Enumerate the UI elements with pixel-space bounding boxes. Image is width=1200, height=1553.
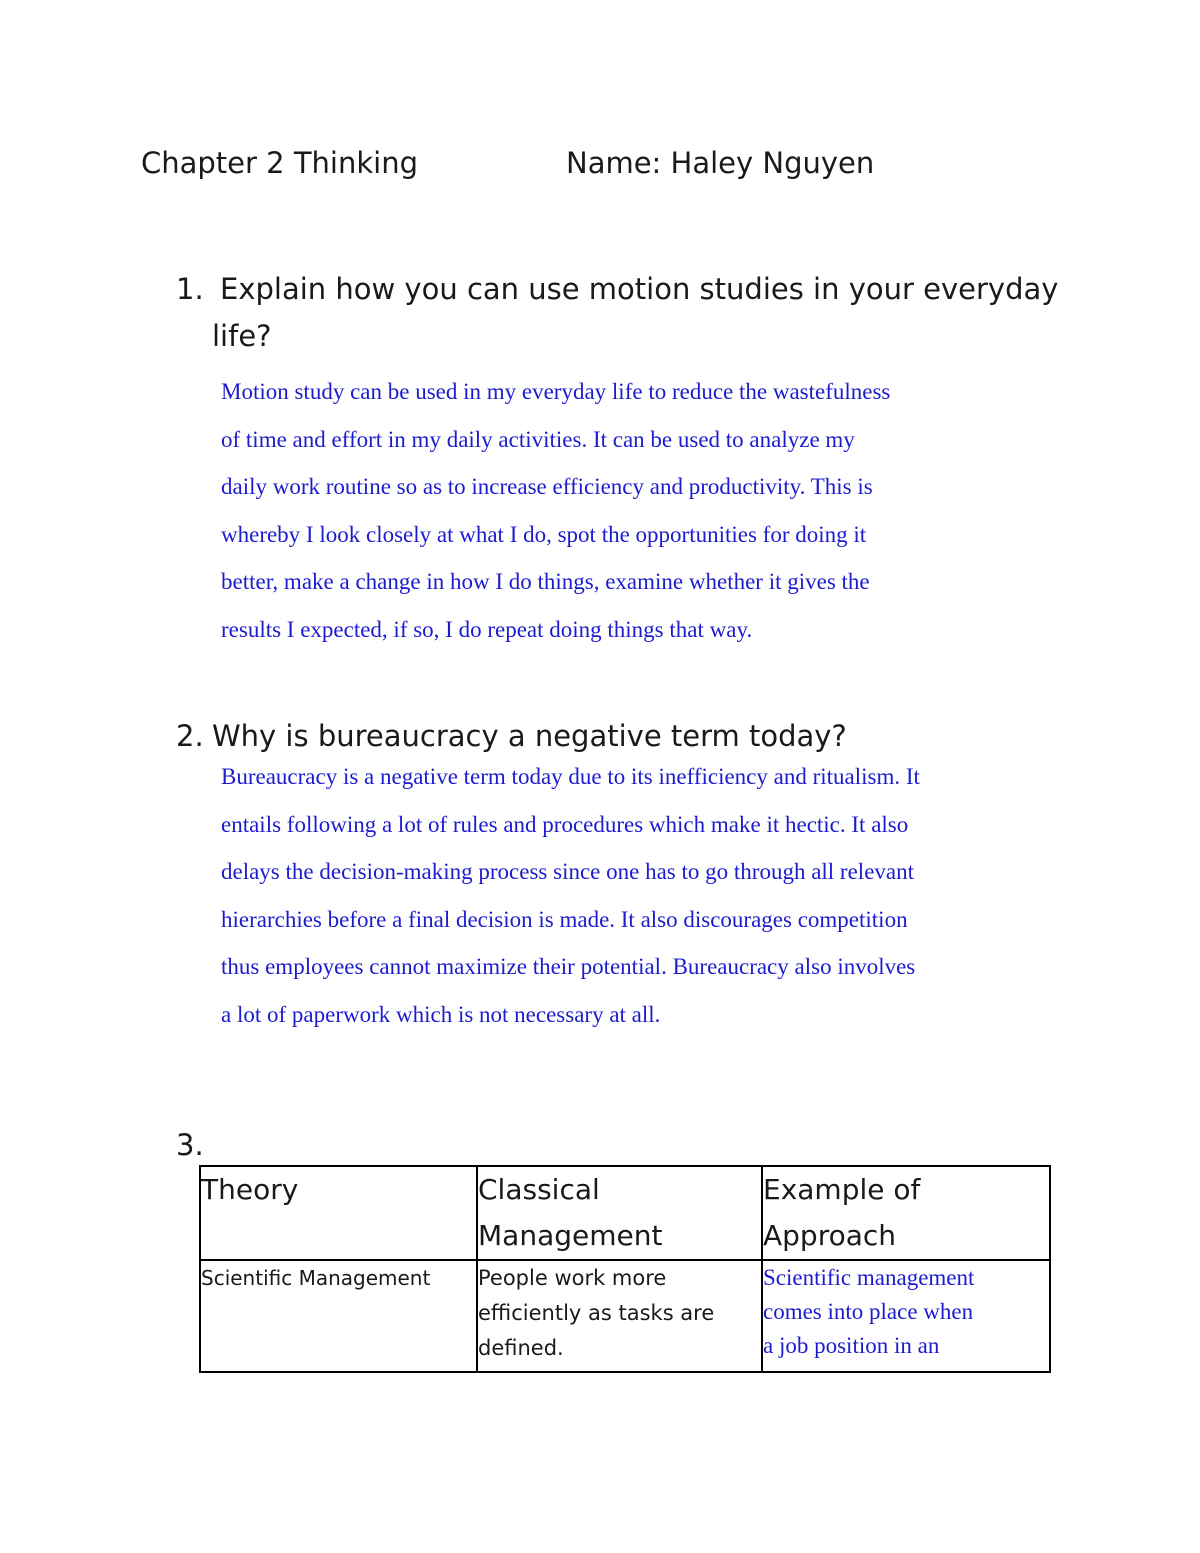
answer-2-line: Bureaucracy is a negative term today due to its inefficiency and ritualism. It bbox=[221, 764, 920, 789]
answer-2-line: entails following a lot of rules and procedures which make it hectic. It also bbox=[221, 811, 909, 837]
question-3-number: 3. bbox=[176, 1128, 204, 1162]
header-theory-label: Theory bbox=[201, 1173, 299, 1206]
cell-example bbox=[762, 1260, 1050, 1372]
table-row bbox=[200, 1260, 1050, 1372]
header-classical-line1: Classical bbox=[478, 1173, 600, 1206]
answer-2-line: hierarchies before a final decision is made. It also discourages competition bbox=[221, 906, 908, 932]
cell-theory bbox=[200, 1260, 477, 1372]
question-2-number: 2. bbox=[176, 719, 204, 753]
cell-classical-line: defined. bbox=[478, 1336, 564, 1360]
answer-1-line: of time and effort in my daily activities. It can be used to analyze my bbox=[221, 426, 855, 452]
cell-classical bbox=[477, 1260, 762, 1372]
cell-theory-text: Scientific Management bbox=[201, 1266, 431, 1290]
answer-1-line: results I expected, if so, I do repeat doing things that way. bbox=[221, 616, 753, 642]
header-example-of-approach bbox=[762, 1166, 1050, 1260]
question-1-number: 1. bbox=[176, 272, 204, 306]
table-header-row bbox=[200, 1166, 1050, 1260]
answer-1-line: whereby I look closely at what I do, spot the opportunities for doing it bbox=[221, 521, 867, 547]
header-classical-line2: Management bbox=[478, 1219, 663, 1252]
question-2-text: Why is bureaucracy a negative term today? bbox=[212, 719, 847, 753]
answer-2 bbox=[221, 753, 920, 1038]
cell-classical-line: efficiently as tasks are bbox=[478, 1301, 715, 1325]
header-classical-management bbox=[477, 1166, 762, 1260]
answer-1-line: Motion study can be used in my everyday life to reduce the wastefulness bbox=[221, 379, 891, 404]
cell-example-line: a job position in an bbox=[763, 1333, 940, 1358]
cell-classical-line: People work more bbox=[478, 1266, 667, 1290]
student-name: Name: Haley Nguyen bbox=[566, 146, 875, 180]
header-theory bbox=[200, 1166, 477, 1260]
answer-2-line: delays the decision-making process since one has to go through all relevant bbox=[221, 859, 914, 884]
answer-1 bbox=[221, 368, 890, 653]
theory-table bbox=[199, 1165, 1051, 1373]
question-1-text-line1: Explain how you can use motion studies in your everyday bbox=[220, 272, 1059, 306]
answer-2-line: a lot of paperwork which is not necessary at all. bbox=[221, 1001, 661, 1027]
answer-2-line: thus employees cannot maximize their potential. Bureaucracy also involves bbox=[221, 954, 916, 979]
document-title: Chapter 2 Thinking bbox=[141, 146, 419, 180]
question-1-text-line2: life? bbox=[212, 319, 272, 353]
answer-1-line: better, make a change in how I do things, examine whether it gives the bbox=[221, 569, 870, 594]
answer-1-line: daily work routine so as to increase efficiency and productivity. This is bbox=[221, 474, 873, 499]
cell-example-line: comes into place when bbox=[763, 1299, 974, 1324]
header-example-line2: Approach bbox=[763, 1219, 897, 1252]
cell-example-line: Scientific management bbox=[763, 1265, 975, 1290]
header-example-line1: Example of bbox=[763, 1173, 921, 1206]
